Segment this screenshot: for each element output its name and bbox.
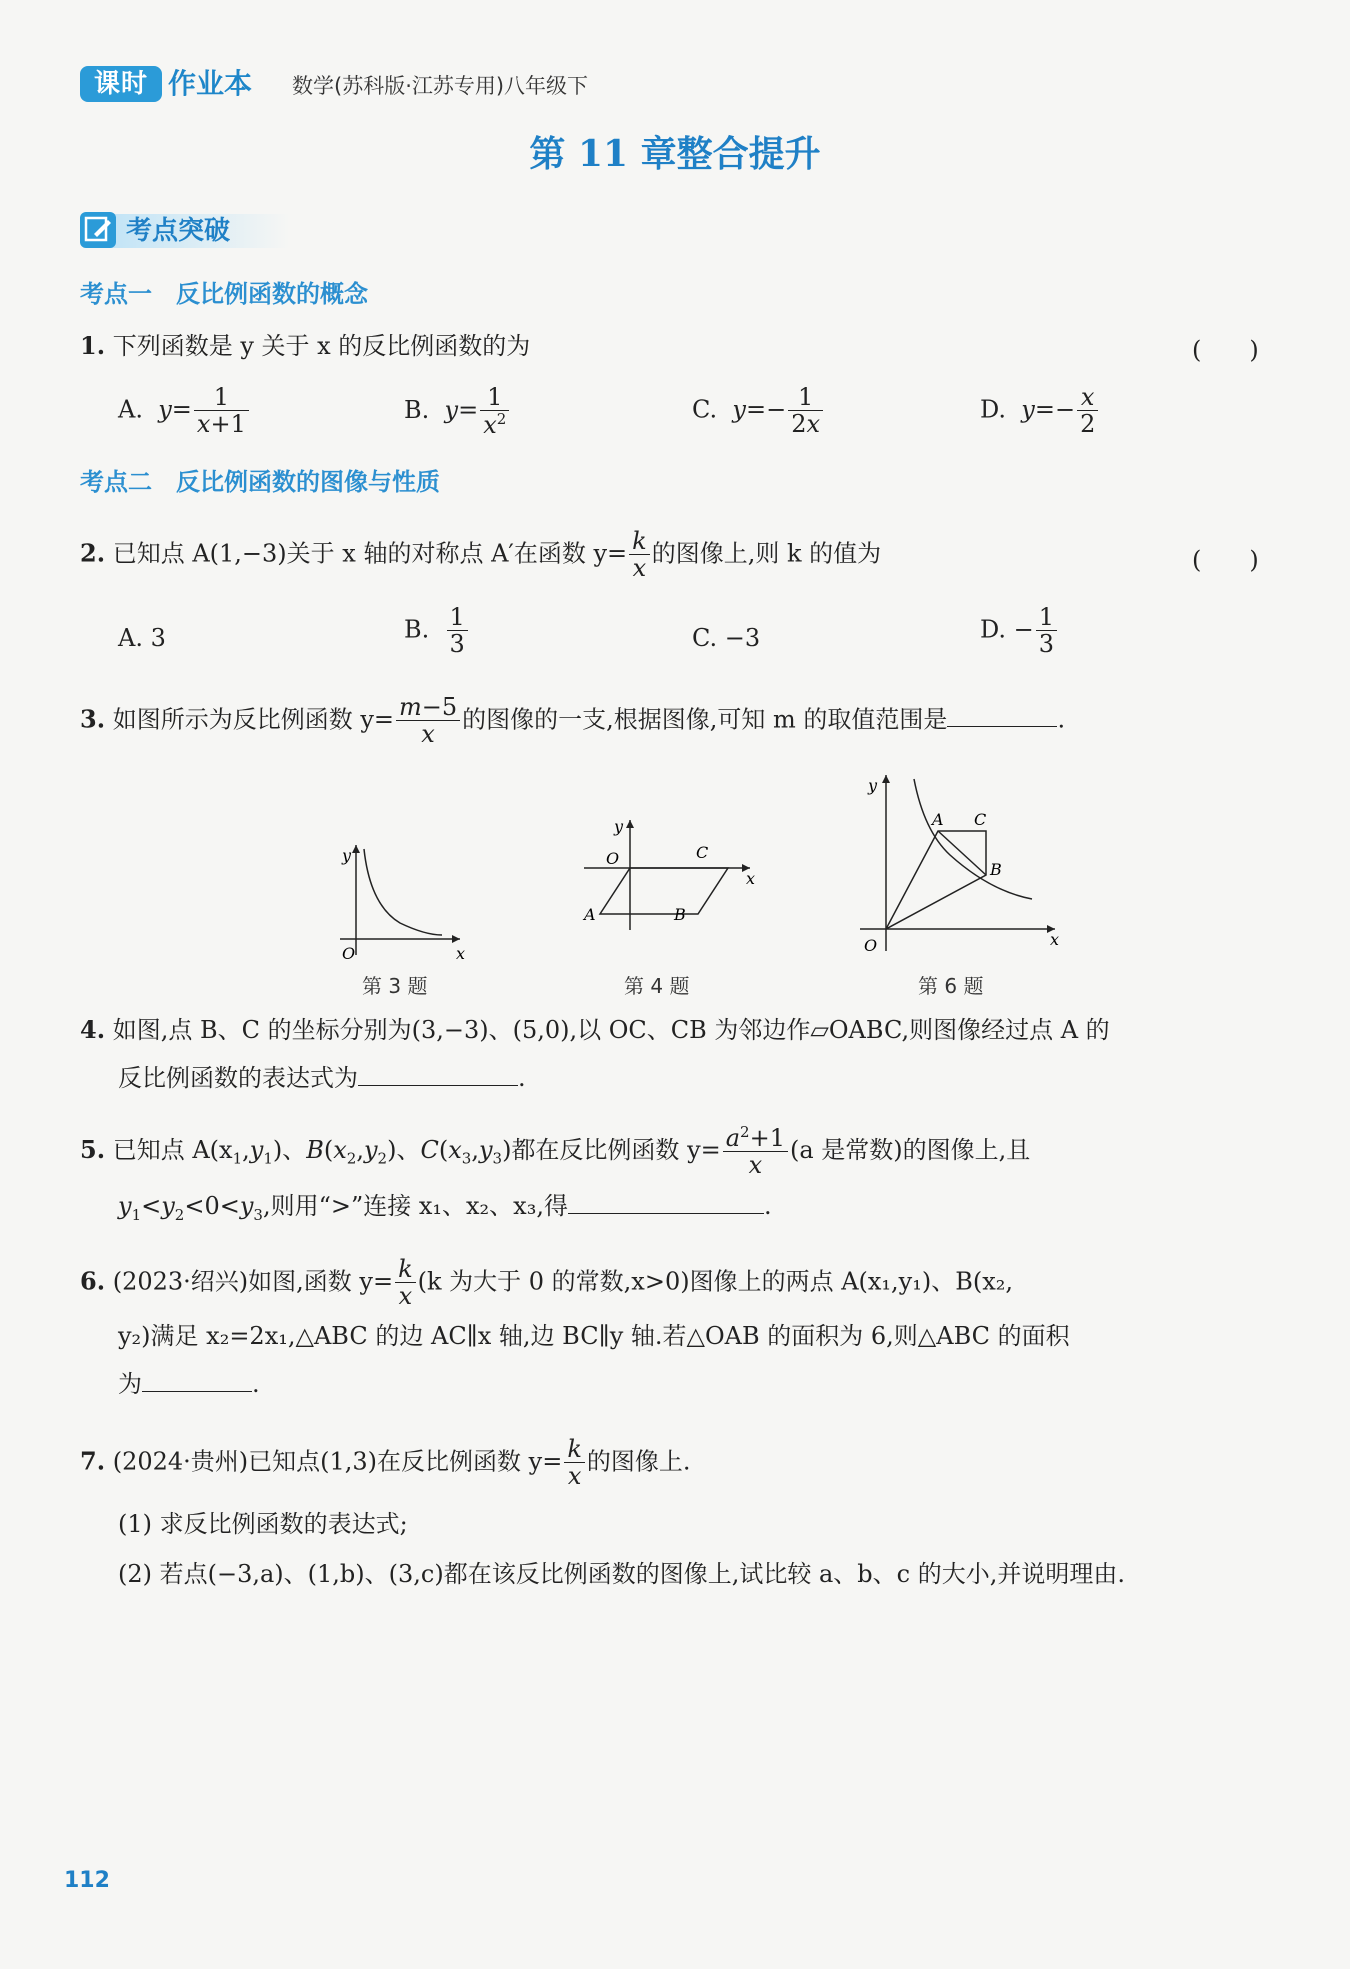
q7-number: 7.	[80, 1446, 106, 1476]
figure-3-caption: 第 3 题	[362, 974, 428, 998]
q2-option-a: A. 3	[118, 624, 166, 652]
question-6: 6. (2023·绍兴)如图,函数 y= $\frac{k}{x}$ (k 为大于 0 的常数,x>0)图像上的两点 A(x₁,y₁)、B(x₂,	[80, 1255, 1014, 1311]
figure-6-caption: 第 6 题	[918, 974, 984, 998]
svg-text:y: y	[868, 776, 878, 795]
q2-option-b: B. $\frac{1}{3}$	[404, 604, 470, 658]
q1-text: 下列函数是 y 关于 x 的反比例函数的为	[112, 332, 531, 360]
question-7-sub2: (2) 若点(−3,a)、(1,b)、(3,c)都在该反比例函数的图像上,试比较 a、b、c 的大小,并说明理由.	[118, 1560, 1125, 1588]
kaodian-1: 考点一 反比例函数的概念	[80, 280, 368, 308]
q3-text-b: 的图像的一支,根据图像,可知 m 的取值范围是	[462, 705, 948, 734]
q2-number: 2.	[80, 538, 106, 568]
q1-option-d: D. y=− $\frac{x}{2}$	[980, 384, 1100, 438]
question-5-line2: $y_1<y_2<0<y_3$,则用“>”连接 x₁、x₂、x₃,得 .	[118, 1192, 772, 1224]
question-1	[80, 330, 530, 362]
svg-text:O: O	[342, 944, 356, 963]
question-4-line2: 反比例函数的表达式为 .	[118, 1064, 526, 1092]
svg-text:B: B	[990, 860, 1002, 879]
q4-number: 4.	[80, 1015, 106, 1044]
q2-option-c: C. −3	[692, 624, 761, 652]
question-3: 3. 如图所示为反比例函数 y= $\frac{m-5}{x}$ 的图像的一支,根据图像,可知 m 的取值范围是 .	[80, 693, 1066, 749]
svg-text:O: O	[606, 849, 620, 868]
question-7: 7. (2024·贵州)已知点(1,3)在反比例函数 y= $\frac{k}{x}$ 的图像上.	[80, 1435, 691, 1491]
chapter-title: 第 11 章整合提升	[529, 133, 821, 175]
kaodian-2: 考点二 反比例函数的图像与性质	[80, 468, 440, 496]
header-brand: 作业本	[168, 67, 253, 100]
q1-option-b: B. y= $\frac{1}{x^2}$	[404, 384, 511, 439]
svg-text:x: x	[1050, 930, 1060, 949]
q5-number: 5.	[80, 1134, 106, 1164]
svg-text:y: y	[342, 846, 352, 865]
section-title: 考点突破	[126, 216, 231, 246]
svg-text:O: O	[864, 936, 878, 955]
question-7-sub1: (1) 求反比例函数的表达式;	[118, 1510, 408, 1538]
q1-number: 1.	[80, 331, 106, 360]
figure-q6	[850, 765, 1065, 965]
figure-4-caption: 第 4 题	[624, 974, 690, 998]
question-6-line2: y₂)满足 x₂=2x₁,△ABC 的边 AC∥x 轴,边 BC∥y 轴.若△OAB 的面积为 6,则△ABC 的面积	[118, 1322, 1070, 1350]
figure-q4	[570, 810, 760, 940]
q6-answer-blank[interactable]	[142, 1390, 252, 1392]
question-4	[80, 1014, 1110, 1046]
q2-text-b: 的图像上,则 k 的值为	[651, 539, 882, 568]
q3-text-a: 如图所示为反比例函数 y=	[112, 705, 394, 734]
svg-text:y: y	[614, 817, 624, 836]
q4-line1: 如图,点 B、C 的坐标分别为(3,−3)、(5,0),以 OC、CB 为邻边作▱OABC,则图像经过点 A 的	[112, 1016, 1110, 1044]
q6-number: 6.	[80, 1266, 106, 1296]
section-tag	[80, 210, 260, 250]
question-6-line3: 为 .	[118, 1370, 260, 1398]
figure-q3	[330, 835, 470, 965]
q5-answer-blank[interactable]	[568, 1212, 764, 1214]
q2-option-d: D. − $\frac{1}{3}$	[980, 604, 1059, 658]
question-2: 2. 已知点 A(1,−3)关于 x 轴的对称点 A′在函数 y= $\frac{k}{x}$ 的图像上,则 k 的值为	[80, 527, 882, 583]
q1-option-c: C. y=− $\frac{1}{2x}$	[692, 384, 825, 438]
q4-answer-blank[interactable]	[358, 1084, 518, 1086]
header-badge: 课时	[80, 66, 162, 102]
svg-text:B: B	[674, 905, 686, 924]
q2-text-a: 已知点 A(1,−3)关于 x 轴的对称点 A′在函数 y=	[112, 539, 628, 568]
q3-number: 3.	[80, 704, 106, 734]
q1-answer-paren: ( )	[1192, 336, 1259, 364]
svg-text:C: C	[696, 843, 709, 862]
svg-text:x: x	[456, 944, 466, 963]
question-5: 5. 已知点 $A(x_1,y_1)$、$B(x_2,y_2)$、$C(x_3,y_3)$都在反比例函数 y= $\frac{a^2+1}{x}$ (a 是常数)的图像上,且	[80, 1123, 1031, 1180]
page-number: 112	[64, 1868, 110, 1893]
pencil-icon	[80, 212, 116, 248]
svg-text:A: A	[932, 810, 944, 829]
svg-text:x: x	[746, 869, 756, 888]
header-subtitle: 数学(苏科版·江苏专用)八年级下	[292, 74, 589, 98]
svg-text:A: A	[584, 905, 596, 924]
q3-answer-blank[interactable]	[947, 725, 1057, 727]
q1-option-a: A. y= $\frac{1}{x+1}$	[118, 384, 251, 438]
q2-answer-paren: ( )	[1192, 546, 1259, 574]
svg-text:C: C	[974, 810, 987, 829]
